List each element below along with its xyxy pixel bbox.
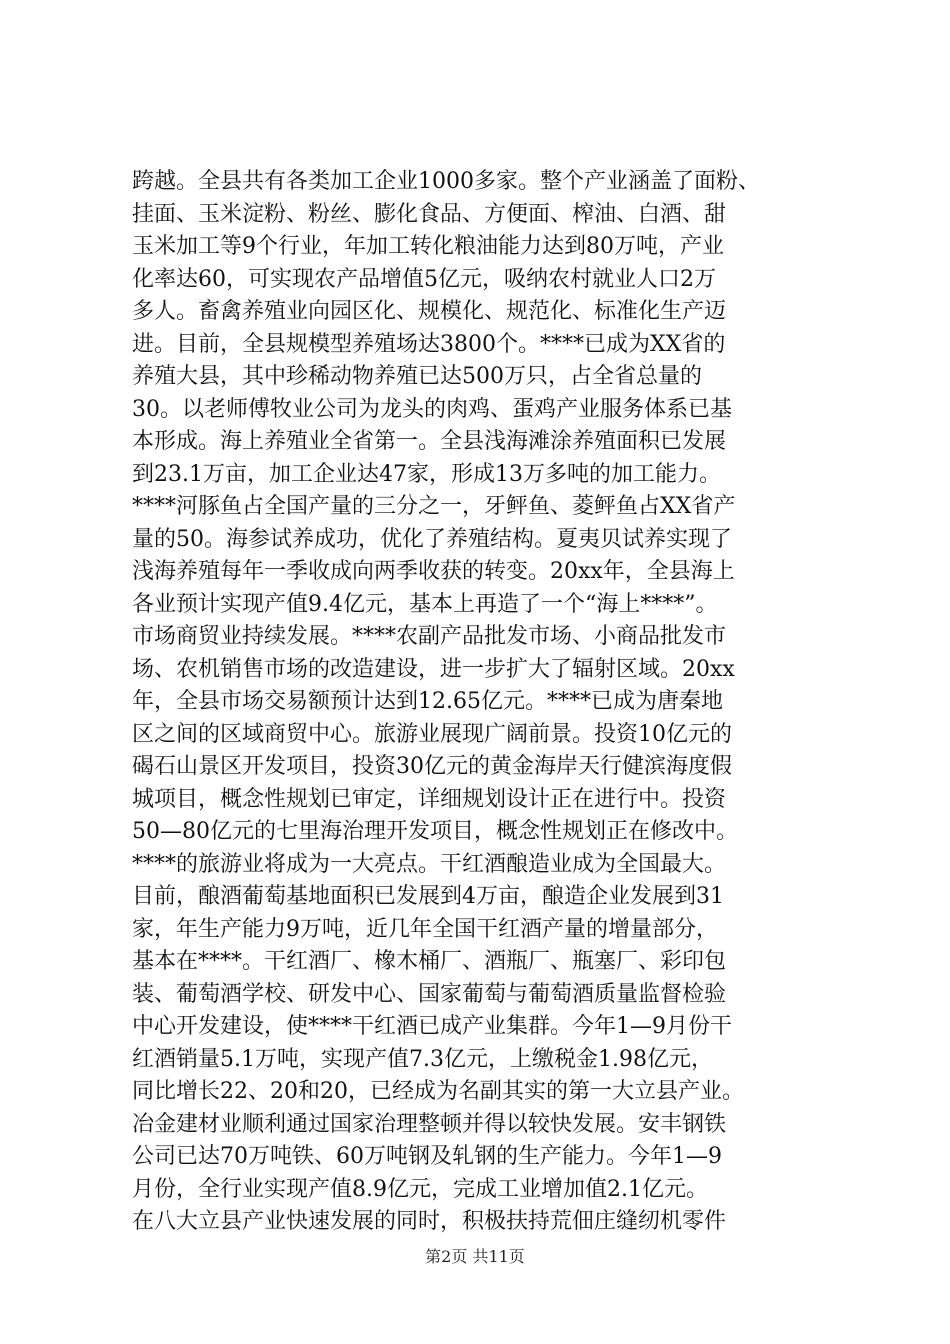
text-line: 市场商贸业持续发展。****农副产品批发市场、小商品批发市 (132, 624, 727, 649)
text-line: 养殖大县，其中珍稀动物养殖已达500万只，占全省总量的 (132, 364, 702, 389)
text-line: 红酒销量5.1万吨，实现产值7.3亿元，上缴税金1.98亿元， (132, 1046, 713, 1072)
text-line: 中心开发建设，使****干红酒已成产业集群。今年1—9月份干 (132, 1014, 732, 1039)
text-line: ****的旅游业将成为一大亮点。干红酒酿造业成为全国最大。 (132, 851, 727, 877)
text-line: 本形成。海上养殖业全省第一。全县浅海滩涂养殖面积已发展 (132, 429, 727, 454)
text-line: 目前，酿酒葡萄基地面积已发展到4万亩，酿造企业发展到31 (132, 884, 724, 909)
text-line: 跨越。全县共有各类加工企业1000多家。整个产业涵盖了面粉、 (132, 169, 760, 194)
text-line: 多人。畜禽养殖业向园区化、规模化、规范化、标准化生产迈 (132, 299, 727, 324)
text-line: ****河豚鱼占全国产量的三分之一，牙鲆鱼、菱鲆鱼占XX省产 (132, 494, 736, 519)
text-line: 量的50。海参试养成功，优化了养殖结构。夏夷贝试养实现了 (132, 526, 732, 552)
text-line: 挂面、玉米淀粉、粉丝、膨化食品、方便面、榨油、白酒、甜 (132, 201, 727, 227)
text-line: 各业预计实现产值9.4亿元，基本上再造了一个“海上****”。 (132, 591, 718, 617)
text-line: 月份，全行业实现产值8.9亿元，完成工业增加值2.1亿元。 (132, 1176, 708, 1202)
text-line: 场、农机销售市场的改造建设，进一步扩大了辐射区域。20xx (132, 656, 735, 682)
text-line: 50—80亿元的七里海治理开发项目，概念性规划正在修改中。 (132, 819, 738, 844)
text-line: 碣石山景区开发项目，投资30亿元的黄金海岸天行健滨海度假 (132, 754, 732, 779)
text-line: 浅海养殖每年一季收成向两季收获的转变。20xx年，全县海上 (132, 559, 735, 584)
text-line: 化率达60，可实现农产品增值5亿元，吸纳农村就业人口2万 (132, 266, 716, 292)
page-footer: 第2页 共11页 (425, 1247, 525, 1266)
text-line: 年，全县市场交易额预计达到12.65亿元。****已成为唐秦地 (132, 689, 723, 714)
text-line: 冶金建材业顺利通过国家治理整顿并得以较快发展。安丰钢铁 (132, 1111, 727, 1137)
body-text (132, 166, 832, 1239)
text-line: 公司已达70万吨铁、60万吨钢及轧钢的生产能力。今年1—9 (132, 1144, 722, 1169)
text-line: 区之间的区域商贸中心。旅游业展现广阔前景。投资10亿元的 (132, 721, 732, 747)
text-line: 家，年生产能力9万吨，近几年全国干红酒产量的增量部分， (132, 916, 718, 942)
text-line: 到23.1万亩，加工企业达47家，形成13万多吨的加工能力。 (132, 461, 721, 487)
text-line: 城项目，概念性规划已审定，详细规划设计正在进行中。投资 (132, 786, 727, 812)
text-line: 同比增长22、20和20，已经成为名副其实的第一大立县产业。 (132, 1079, 744, 1104)
text-line: 30。以老师傅牧业公司为龙头的肉鸡、蛋鸡产业服务体系已基 (132, 396, 732, 422)
text-line: 装、葡萄酒学校、研发中心、国家葡萄与葡萄酒质量监督检验 (132, 981, 727, 1007)
text-line: 玉米加工等9个行业，年加工转化粮油能力达到80万吨，产业 (132, 234, 724, 259)
text-line: 在八大立县产业快速发展的同时，积极扶持荒佃庄缝纫机零件 (132, 1209, 727, 1234)
text-line: 基本在****。干红酒厂、橡木桶厂、酒瓶厂、瓶塞厂、彩印包 (132, 949, 727, 974)
text-line: 进。目前，全县规模型养殖场达3800个。****已成为XX省的 (132, 331, 726, 357)
